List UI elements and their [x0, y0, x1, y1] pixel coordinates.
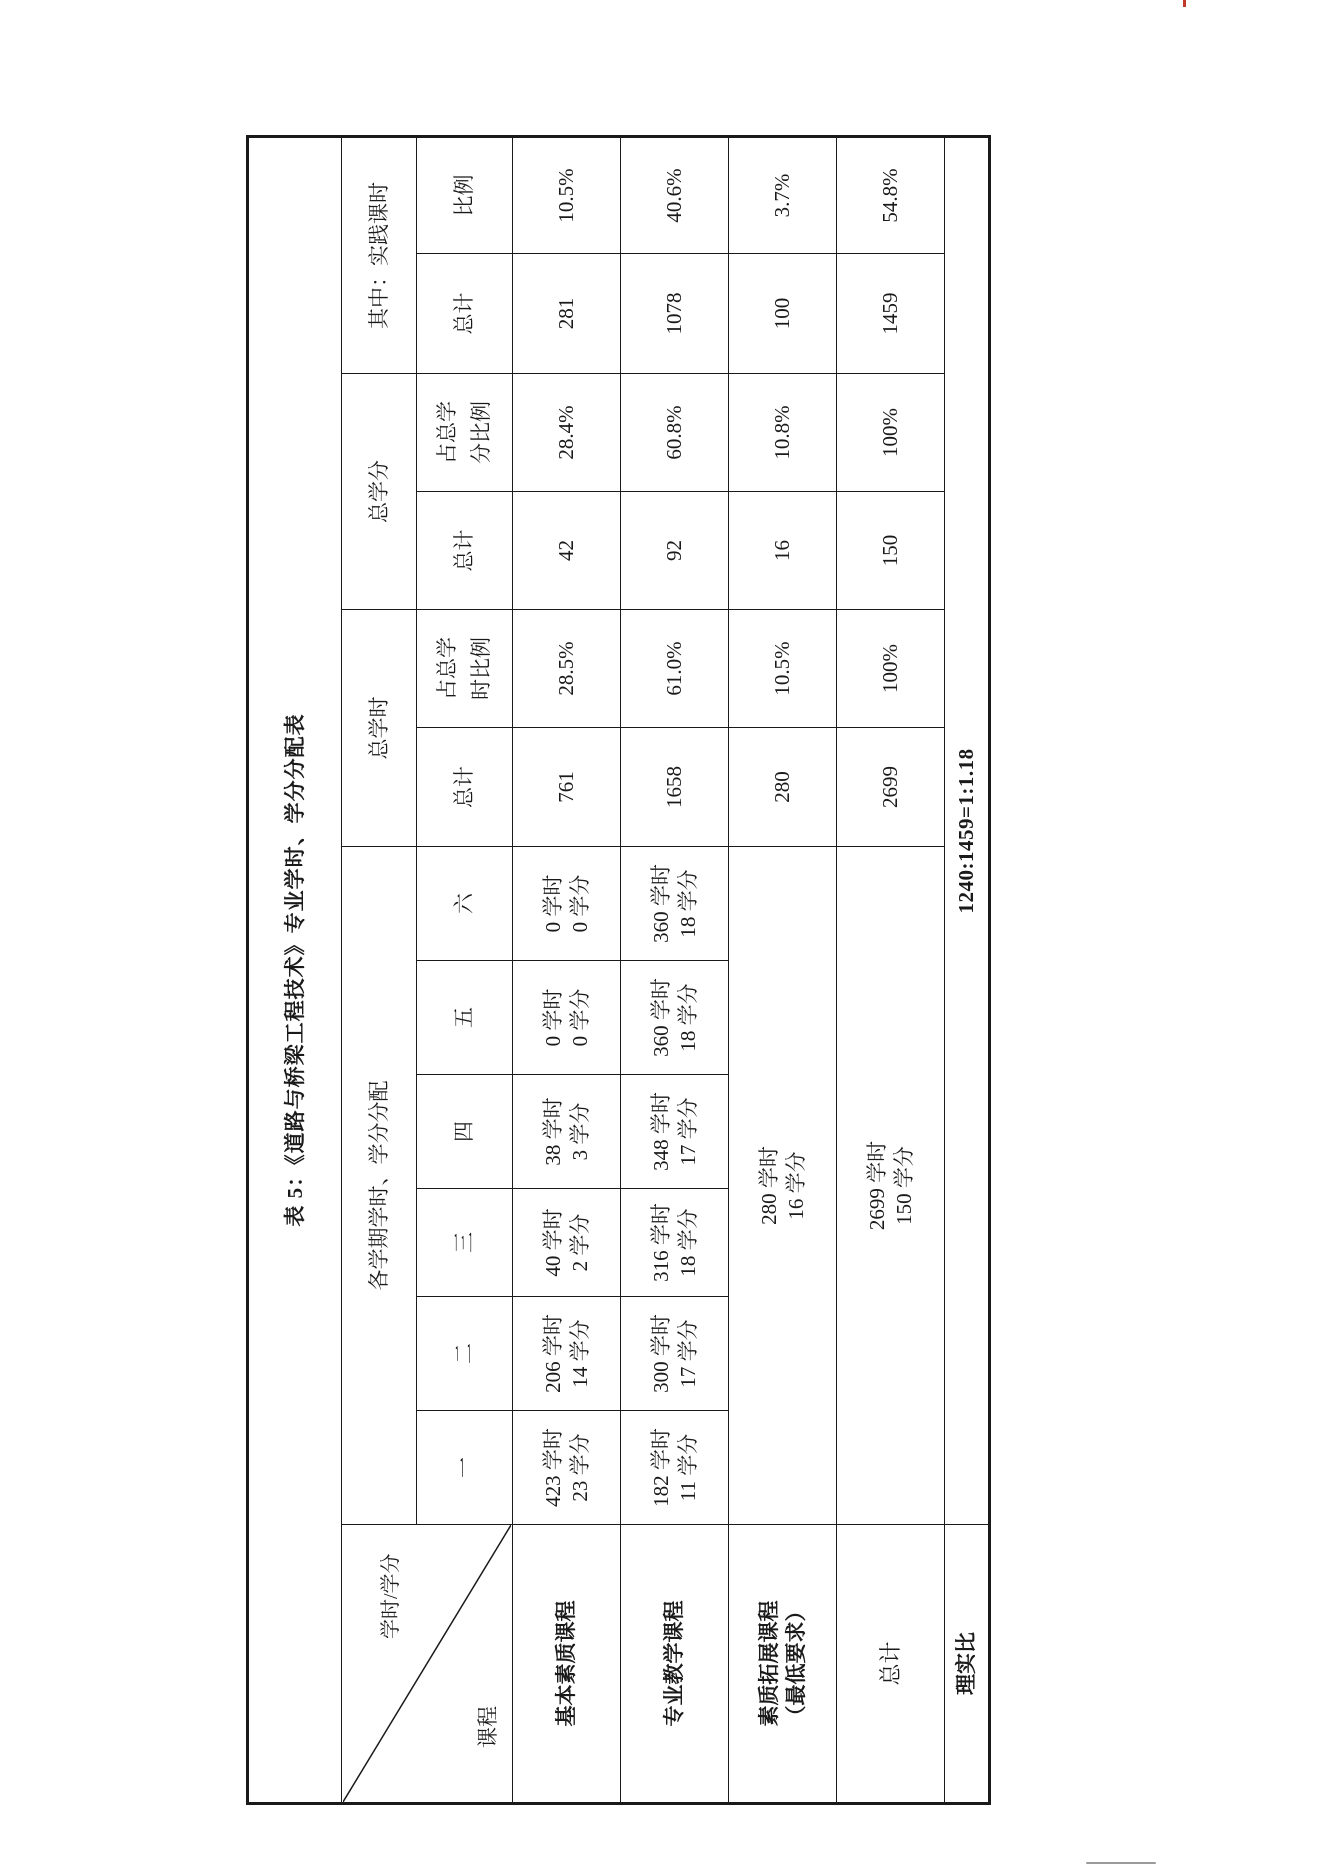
- credits-total-value: 42: [513, 492, 621, 610]
- semester-hours: 38 学时: [541, 1097, 566, 1166]
- hours-total-value: 280: [729, 728, 837, 847]
- course-name-cell: [513, 1525, 621, 1804]
- semester-credits: 0 学分: [567, 874, 592, 933]
- course-name-cell: [729, 1525, 837, 1804]
- table-row: [729, 136, 837, 1803]
- credits-ratio-value: 10.8%: [729, 374, 837, 492]
- semester-merged-cell: [837, 847, 945, 1525]
- semester-merged-cell: [729, 847, 837, 1525]
- semester-cell: [513, 961, 621, 1075]
- course-name: 素质拓展课程: [757, 1600, 782, 1727]
- credits-ratio-value: 100%: [837, 374, 945, 492]
- semester-credits: 18 学分: [675, 869, 700, 938]
- semester-hours: 0 学时: [541, 874, 566, 933]
- practice-ratio-header: 比例: [417, 136, 513, 253]
- semester-credits: 2 学分: [567, 1213, 592, 1272]
- semester-5-header: 五: [417, 961, 513, 1075]
- corner-label-hours-credits: 学时/学分: [380, 1553, 402, 1639]
- semester-hours: 316 学时: [649, 1203, 674, 1282]
- semester-credits: 18 学分: [675, 1208, 700, 1277]
- credits-ratio-value: 60.8%: [621, 374, 729, 492]
- semester-cell: [513, 1075, 621, 1189]
- semester-1-header: 一: [417, 1411, 513, 1525]
- practice-ratio-value: 40.6%: [621, 136, 729, 253]
- credits-total-value: 92: [621, 492, 729, 610]
- semester-cell: [621, 1411, 729, 1525]
- practice-total-value: 281: [513, 254, 621, 374]
- hours-ratio-header-cell: [417, 610, 513, 728]
- semester-cell: [513, 847, 621, 961]
- course-name-cell: [837, 1525, 945, 1804]
- hours-ratio-value: 100%: [837, 610, 945, 728]
- scan-mark-red: [1183, 0, 1186, 7]
- semester-hours: 348 学时: [649, 1092, 674, 1171]
- semester-credits: 18 学分: [675, 983, 700, 1052]
- semester-cell: [513, 1189, 621, 1297]
- semester-4-header: 四: [417, 1075, 513, 1189]
- practice-ratio-value: 10.5%: [513, 136, 621, 253]
- semester-2-header: 二: [417, 1297, 513, 1411]
- practice-total-value: 100: [729, 254, 837, 374]
- semester-hours: 423 学时: [541, 1428, 566, 1507]
- semester-credits: 17 学分: [675, 1097, 700, 1166]
- practice-total-value: 1459: [837, 254, 945, 374]
- semester-credits: 11 学分: [675, 1433, 700, 1502]
- course-name: 基本素质课程: [554, 1600, 579, 1727]
- table-row: [513, 136, 621, 1803]
- hours-total-header: 总计: [417, 728, 513, 847]
- semester-hours: 182 学时: [649, 1428, 674, 1507]
- table-row-total: [837, 136, 945, 1803]
- credits-total-value: 150: [837, 492, 945, 610]
- semester-cell: [621, 961, 729, 1075]
- hours-total-value: 2699: [837, 728, 945, 847]
- semester-credits: 23 学分: [567, 1433, 592, 1502]
- semester-hours: 40 学时: [541, 1208, 566, 1277]
- hours-credits-allocation-table: [246, 135, 991, 1805]
- course-note: （最低要求）: [783, 1600, 808, 1727]
- corner-diagonal: [343, 1525, 511, 1802]
- semester-6-header: 六: [417, 847, 513, 961]
- course-name: 总计: [877, 1641, 903, 1686]
- semester-3-header: 三: [417, 1189, 513, 1297]
- semester-credits: 0 学分: [567, 988, 592, 1047]
- credits-ratio-header: 占总学分比例: [434, 401, 493, 465]
- semester-group-header: 各学期学时、学分分配: [342, 847, 417, 1525]
- hours-ratio-value: 61.0%: [621, 610, 729, 728]
- hours-ratio-value: 28.5%: [513, 610, 621, 728]
- semester-cell: [621, 1189, 729, 1297]
- practice-total-value: 1078: [621, 254, 729, 374]
- course-name-cell: [621, 1525, 729, 1804]
- corner-header-cell: [342, 1525, 513, 1804]
- credits-total-header: 总计: [417, 492, 513, 610]
- corner-diagonal-line: [343, 1525, 511, 1802]
- semester-hours: 2699 学时: [865, 1140, 890, 1231]
- ratio-label: 理实比: [945, 1525, 990, 1804]
- credits-total-value: 16: [729, 492, 837, 610]
- total-hours-group-header: 总学时: [342, 610, 417, 847]
- semester-cell: [621, 1075, 729, 1189]
- practice-hours-group-header: 其中：实践课时: [342, 136, 417, 373]
- corner-label-course: 课程: [476, 1706, 500, 1748]
- semester-hours: 206 学时: [541, 1314, 566, 1393]
- semester-credits: 14 学分: [567, 1319, 592, 1388]
- semester-credits: 17 学分: [675, 1319, 700, 1388]
- theory-practice-ratio-row: [945, 136, 990, 1803]
- table-row: [621, 136, 729, 1803]
- hours-ratio-value: 10.5%: [729, 610, 837, 728]
- hours-total-value: 1658: [621, 728, 729, 847]
- practice-ratio-value: 3.7%: [729, 136, 837, 253]
- semester-credits: 16 学分: [783, 1151, 808, 1220]
- ratio-value: 1240:1459=1:1.18: [945, 136, 990, 1524]
- semester-cell: [621, 847, 729, 961]
- table-title: 表 5：《道路与桥梁工程技术》专业学时、学分分配表: [248, 136, 342, 1803]
- semester-credits: 150 学分: [891, 1146, 916, 1225]
- practice-ratio-value: 54.8%: [837, 136, 945, 253]
- semester-hours: 300 学时: [649, 1314, 674, 1393]
- credits-ratio-value: 28.4%: [513, 374, 621, 492]
- header-row-groups: [342, 136, 417, 1803]
- semester-cell: [513, 1297, 621, 1411]
- scan-smudge-line: [1086, 1862, 1156, 1864]
- corner-header-box: [343, 1525, 511, 1802]
- course-name: 专业教学课程: [662, 1600, 687, 1727]
- semester-hours: 360 学时: [649, 864, 674, 943]
- credits-ratio-header-cell: [417, 374, 513, 492]
- semester-credits: 3 学分: [567, 1102, 592, 1161]
- semester-hours: 360 学时: [649, 978, 674, 1057]
- title-row: [248, 136, 342, 1803]
- practice-total-header: 总计: [417, 254, 513, 374]
- hours-ratio-header: 占总学时比例: [434, 637, 493, 701]
- semester-cell: [513, 1411, 621, 1525]
- semester-cell: [621, 1297, 729, 1411]
- semester-hours: 280 学时: [757, 1146, 782, 1225]
- rotated-table-sheet: [246, 138, 988, 1805]
- semester-hours: 0 学时: [541, 988, 566, 1047]
- hours-total-value: 761: [513, 728, 621, 847]
- total-credits-group-header: 总学分: [342, 374, 417, 610]
